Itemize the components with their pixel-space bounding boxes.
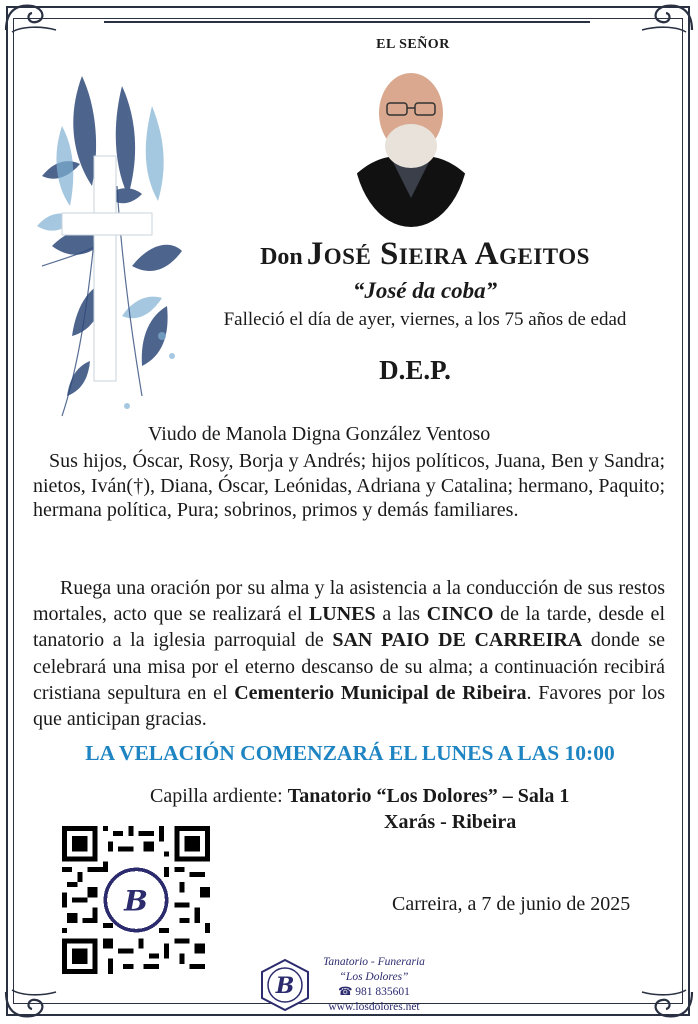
chapel-label: Capilla ardiente: — [150, 785, 288, 807]
request-text: Ruega una oración por su alma y la asistencia a la conducción de sus restos mortales, acto que se realizará el — [33, 577, 665, 626]
qr-code[interactable] — [62, 826, 210, 974]
funeral-home-info — [312, 955, 436, 1015]
corner-ornament-icon — [2, 0, 58, 36]
request-text: donde se celebrará una misa por el eterno descanso de su alma; a continuación recibirá cristiana sepultura en el — [33, 629, 666, 704]
top-divider — [104, 21, 590, 23]
rip-label: D.E.P. — [379, 355, 451, 385]
funeral-home-logo-icon — [258, 958, 312, 1012]
funeral-home-web[interactable]: www.losdolores.net — [328, 1001, 420, 1013]
header-label: EL SEÑOR — [376, 37, 450, 52]
name-prefix: Don — [260, 244, 303, 270]
funeral-home-line1: Tanatorio - Funeraria — [323, 956, 425, 968]
death-notice: Falleció el día de ayer, viernes, a los 75 años de edad — [223, 309, 627, 330]
church-name: SAN PAIO DE CARREIRA — [332, 629, 583, 652]
cemetery-name: Cementerio Municipal de Ribeira — [234, 681, 527, 704]
svg-text:B: B — [275, 973, 295, 999]
request-text: . Favores por los que anticipan gracias. — [33, 681, 665, 731]
chapel-location: Xarás - Ribeira — [384, 811, 517, 833]
funeral-time: CINCO — [426, 603, 494, 626]
chapel-line — [150, 785, 569, 808]
corner-ornament-icon — [640, 986, 696, 1022]
corner-ornament-icon — [2, 986, 58, 1022]
widower-line: Viudo de Manola Digna González Ventoso — [148, 423, 491, 445]
cross-with-leaves-icon — [22, 36, 192, 436]
funeral-home-line2: “Los Dolores” — [339, 971, 409, 983]
funeral-day: LUNES — [308, 603, 376, 626]
full-name: José Sieira Ageitos — [306, 236, 590, 272]
date-line: Carreira, a 7 de junio de 2025 — [392, 893, 631, 915]
deceased-name — [180, 236, 670, 273]
svg-text:B: B — [124, 884, 148, 918]
chapel-place: Tanatorio “Los Dolores” – Sala 1 — [287, 785, 570, 807]
relatives-paragraph: Sus hijos, Óscar, Rosy, Borja y Andrés; hijos políticos, Juana, Ben y Sandra; nietos, Iván(†), Diana, Óscar, Leónidas, Adriana y Catalina; hermano, Paquito; hermana política, Pura; sobrinos, primos y demás familiares. — [33, 450, 665, 521]
funeral-home-phone-row — [312, 985, 436, 1000]
corner-ornament-icon — [640, 0, 696, 36]
vigil-notice: LA VELACIÓN COMENZARÁ EL LUNES A LAS 10:00 — [85, 741, 615, 765]
request-text: de la tarde, desde el tanatorio a la iglesia parroquial de — [33, 603, 665, 652]
phone-icon: ☎ — [338, 986, 353, 998]
portrait-photo — [352, 58, 470, 228]
nickname: “José da coba” — [352, 278, 498, 303]
funeral-request-paragraph — [33, 575, 665, 732]
request-text: a las — [375, 603, 427, 626]
funeral-home-phone: 981 835601 — [355, 986, 410, 998]
